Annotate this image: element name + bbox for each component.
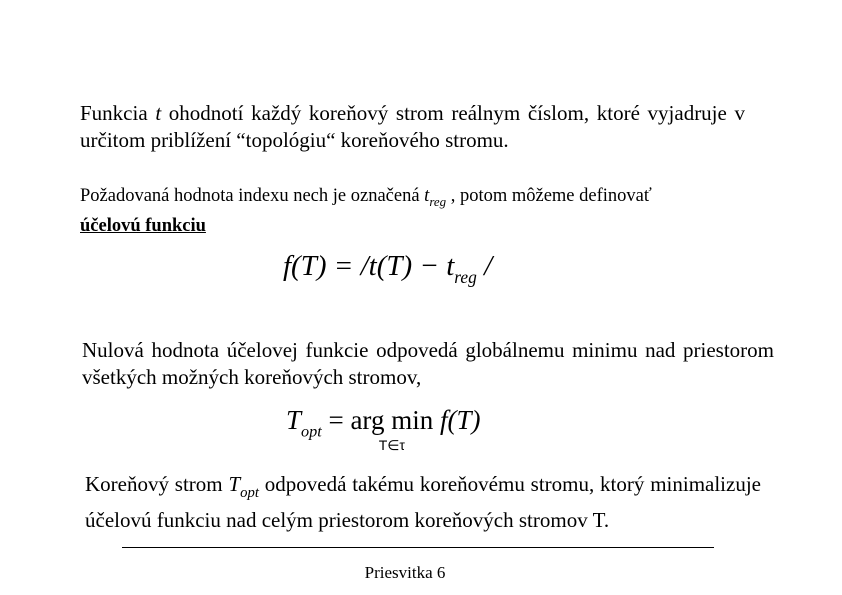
formula2-lhs: T — [286, 405, 302, 435]
formula-argmin — [286, 405, 480, 452]
optimal-text-end: odpovedá takému koreňovému stromu, ktorý minimalizuje účelovú funkciu nad celým priestorom koreňových stromov T. — [85, 472, 761, 532]
intro-text-start: Funkcia — [80, 101, 156, 125]
formula2-lhs-subscript: opt — [301, 422, 322, 441]
variable-t: t — [155, 101, 162, 125]
formula1-lhs: f(T) = / — [283, 250, 369, 282]
formula2-argmin-operator — [350, 405, 433, 452]
variable-t-reg-subscript: reg — [429, 194, 447, 210]
paragraph-minimum — [82, 337, 774, 391]
intro-text-end: ohodnotí každý koreňový strom reálnym číslom, ktoré vyjadruje v určitom priblížení “topológiu“ koreňového stromu. — [80, 101, 745, 152]
paragraph-intro — [80, 100, 745, 154]
footer-divider — [122, 547, 714, 548]
minimum-text: Nulová hodnota účelovej funkcie odpovedá globálnemu minimu nad priestorom všetkých možných koreňových stromov, — [82, 338, 774, 389]
paragraph-definition — [80, 184, 780, 239]
emphasis-objective-function: účelovú funkciu — [80, 216, 206, 237]
formula2-equals: = — [321, 405, 351, 435]
definition-text-start: Požadovaná hodnota indexu nech je označená — [80, 186, 425, 206]
optimal-text-start: Koreňový strom — [85, 472, 229, 496]
paragraph-optimal-tree — [85, 471, 761, 534]
variable-t-reg: t — [424, 186, 430, 206]
formula1-subscript: reg — [454, 266, 477, 287]
formula2-op: arg min — [350, 405, 434, 435]
variable-t-opt: T — [228, 472, 241, 496]
footer — [0, 563, 842, 583]
formula2-rhs: f(T) — [433, 405, 481, 435]
formula1-end: / — [476, 250, 493, 282]
formula1-middle: t(T) − t — [368, 250, 455, 282]
variable-t-opt-subscript: opt — [240, 484, 259, 501]
formula-objective-function — [283, 250, 492, 288]
formula2-op-under: T∈τ — [378, 437, 405, 453]
slide-number-label: Priesvitka 6 — [364, 563, 446, 582]
definition-text-end: , potom môžeme definovať — [446, 186, 652, 206]
